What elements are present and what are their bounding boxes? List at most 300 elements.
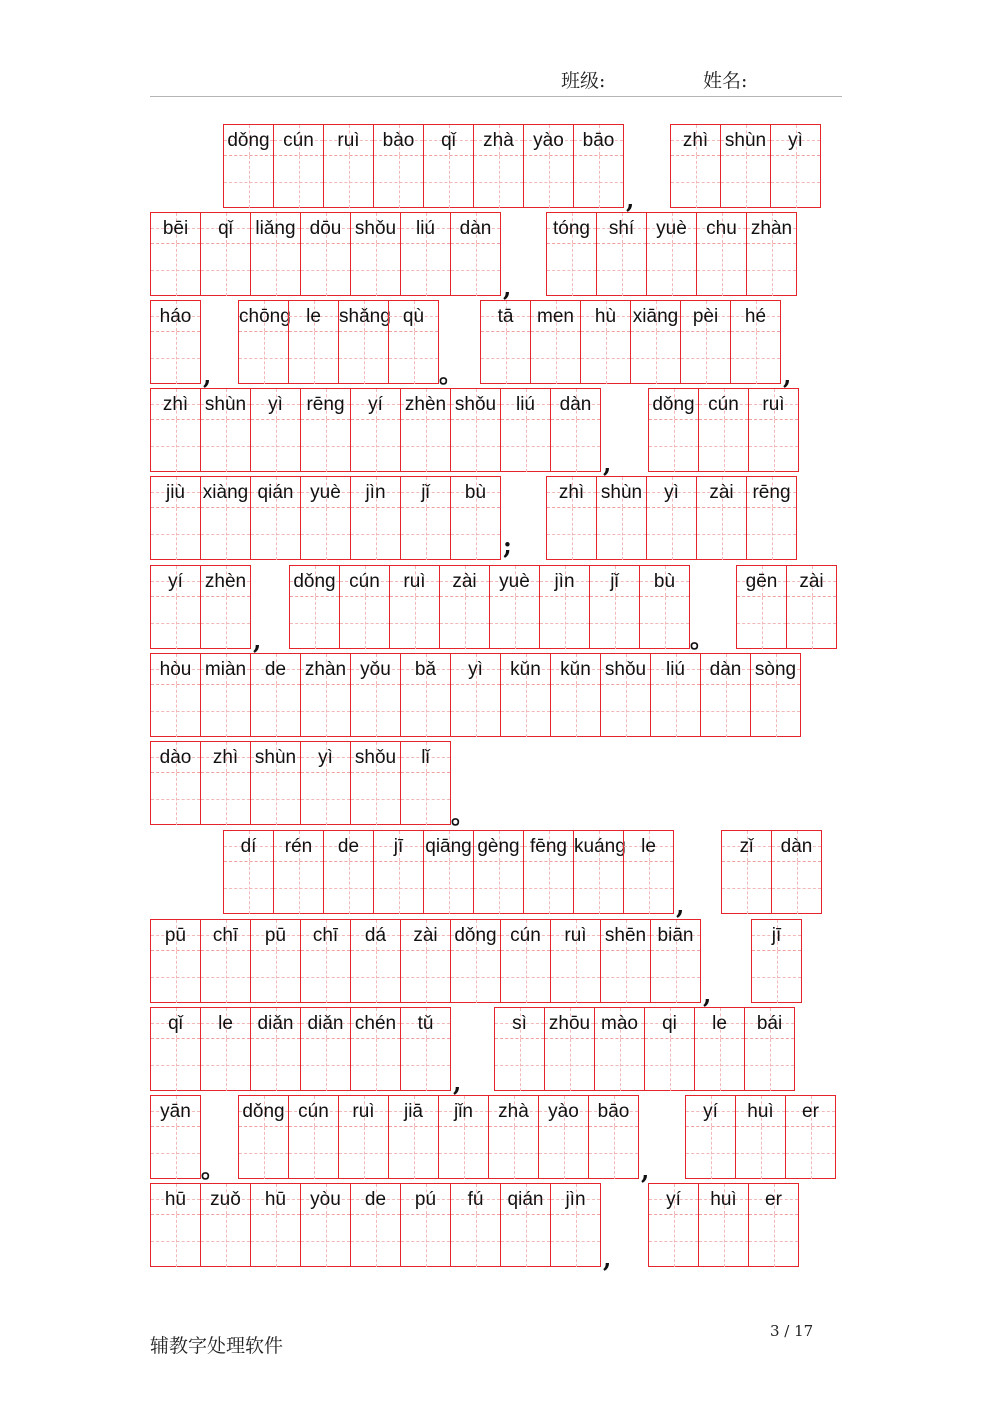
writing-box[interactable] <box>401 1215 450 1267</box>
writing-box[interactable] <box>474 862 523 914</box>
character-cell[interactable] <box>748 388 799 472</box>
character-cell[interactable] <box>573 830 624 914</box>
character-cell[interactable] <box>150 565 201 649</box>
writing-box[interactable] <box>151 685 200 737</box>
writing-box[interactable] <box>647 508 696 560</box>
writing-box[interactable] <box>401 951 450 1003</box>
writing-box[interactable] <box>786 1127 835 1179</box>
character-cell[interactable] <box>223 830 274 914</box>
writing-box[interactable] <box>390 597 439 649</box>
character-cell[interactable] <box>250 653 301 737</box>
writing-box[interactable] <box>339 332 388 384</box>
writing-box[interactable] <box>540 597 589 649</box>
writing-box[interactable] <box>551 951 600 1003</box>
writing-box[interactable] <box>649 420 698 472</box>
character-cell[interactable] <box>650 919 701 1003</box>
writing-box[interactable] <box>590 597 639 649</box>
character-cell[interactable] <box>450 1183 501 1267</box>
character-cell[interactable] <box>250 1183 301 1267</box>
writing-box[interactable] <box>589 1127 638 1179</box>
word-group <box>648 1183 799 1267</box>
character-cell[interactable] <box>423 830 474 914</box>
character-cell[interactable] <box>438 1095 489 1179</box>
writing-box[interactable] <box>747 508 796 560</box>
writing-box[interactable] <box>201 1215 250 1267</box>
character-cell[interactable] <box>300 653 351 737</box>
writing-box[interactable] <box>440 597 489 649</box>
character-cell[interactable] <box>150 300 201 384</box>
writing-box[interactable] <box>274 862 323 914</box>
writing-box[interactable] <box>339 1127 388 1179</box>
character-cell[interactable] <box>150 741 201 825</box>
character-cell[interactable] <box>650 653 701 737</box>
writing-box[interactable] <box>301 685 350 737</box>
writing-box[interactable] <box>451 1215 500 1267</box>
character-cell[interactable] <box>300 741 351 825</box>
writing-box[interactable] <box>201 597 250 649</box>
character-cell[interactable] <box>250 212 301 296</box>
writing-box[interactable] <box>351 951 400 1003</box>
writing-box[interactable] <box>651 951 700 1003</box>
character-cell[interactable] <box>539 565 590 649</box>
writing-box[interactable] <box>301 244 350 296</box>
character-cell[interactable] <box>696 476 747 560</box>
writing-box[interactable] <box>201 773 250 825</box>
writing-box[interactable] <box>772 862 821 914</box>
character-cell[interactable] <box>748 1183 799 1267</box>
character-cell[interactable] <box>580 300 631 384</box>
character-cell[interactable] <box>550 1183 601 1267</box>
character-cell[interactable] <box>339 565 390 649</box>
writing-box[interactable] <box>597 508 646 560</box>
character-cell[interactable] <box>523 124 574 208</box>
writing-box[interactable] <box>324 862 373 914</box>
pinyin-text: shǎng <box>339 306 391 327</box>
character-cell[interactable] <box>273 830 324 914</box>
character-cell[interactable] <box>300 388 351 472</box>
writing-box[interactable] <box>501 420 550 472</box>
writing-box[interactable] <box>697 244 746 296</box>
character-cell[interactable] <box>338 300 389 384</box>
character-cell[interactable] <box>746 212 797 296</box>
character-cell[interactable] <box>623 830 674 914</box>
character-cell[interactable] <box>473 124 524 208</box>
character-cell[interactable] <box>150 919 201 1003</box>
writing-box[interactable] <box>451 951 500 1003</box>
character-cell[interactable] <box>300 212 351 296</box>
writing-box[interactable] <box>722 862 771 914</box>
character-cell[interactable] <box>200 1007 251 1091</box>
writing-box[interactable] <box>201 951 250 1003</box>
character-cell[interactable] <box>488 1095 539 1179</box>
character-cell[interactable] <box>200 741 251 825</box>
writing-box[interactable] <box>501 951 550 1003</box>
writing-box[interactable] <box>239 332 288 384</box>
writing-box[interactable] <box>251 685 300 737</box>
character-cell[interactable] <box>544 1007 595 1091</box>
writing-box[interactable] <box>301 773 350 825</box>
writing-box[interactable] <box>151 773 200 825</box>
character-cell[interactable] <box>698 388 749 472</box>
character-cell[interactable] <box>500 388 551 472</box>
writing-box[interactable] <box>539 1127 588 1179</box>
character-cell[interactable] <box>494 1007 545 1091</box>
writing-box[interactable] <box>151 1039 200 1091</box>
writing-box[interactable] <box>301 951 350 1003</box>
writing-box[interactable] <box>401 508 450 560</box>
character-cell[interactable] <box>746 476 797 560</box>
character-cell[interactable] <box>450 919 501 1003</box>
character-cell[interactable] <box>200 388 251 472</box>
character-cell[interactable] <box>721 830 772 914</box>
writing-box[interactable] <box>251 420 300 472</box>
writing-box[interactable] <box>401 1039 450 1091</box>
writing-box[interactable] <box>481 332 530 384</box>
writing-box[interactable] <box>224 862 273 914</box>
writing-box[interactable] <box>749 1215 798 1267</box>
writing-box[interactable] <box>301 508 350 560</box>
writing-box[interactable] <box>547 244 596 296</box>
character-cell[interactable] <box>400 388 451 472</box>
writing-box[interactable] <box>640 597 689 649</box>
writing-box[interactable] <box>451 685 500 737</box>
character-cell[interactable] <box>546 212 597 296</box>
character-cell[interactable] <box>550 919 601 1003</box>
character-cell[interactable] <box>639 565 690 649</box>
character-cell[interactable] <box>300 476 351 560</box>
character-cell[interactable] <box>300 919 351 1003</box>
character-cell[interactable] <box>646 212 697 296</box>
writing-box[interactable] <box>574 156 623 208</box>
character-cell[interactable] <box>400 653 451 737</box>
character-cell[interactable] <box>588 1095 639 1179</box>
writing-box[interactable] <box>645 1039 694 1091</box>
writing-box[interactable] <box>451 508 500 560</box>
writing-box[interactable] <box>351 1215 400 1267</box>
character-cell[interactable] <box>238 1095 289 1179</box>
character-cell[interactable] <box>200 476 251 560</box>
writing-box[interactable] <box>401 244 450 296</box>
character-cell[interactable] <box>450 653 501 737</box>
character-cell[interactable] <box>771 830 822 914</box>
character-cell[interactable] <box>538 1095 589 1179</box>
character-cell[interactable] <box>200 653 251 737</box>
character-cell[interactable] <box>594 1007 645 1091</box>
character-cell[interactable] <box>338 1095 389 1179</box>
writing-box[interactable] <box>595 1039 644 1091</box>
writing-box[interactable] <box>151 244 200 296</box>
writing-box[interactable] <box>401 773 450 825</box>
character-cell[interactable] <box>698 1183 749 1267</box>
character-cell[interactable] <box>473 830 524 914</box>
writing-box[interactable] <box>649 1215 698 1267</box>
character-cell[interactable] <box>500 919 551 1003</box>
character-cell[interactable] <box>596 476 647 560</box>
character-cell[interactable] <box>500 1183 551 1267</box>
character-cell[interactable] <box>200 1183 251 1267</box>
writing-box[interactable] <box>290 597 339 649</box>
character-cell[interactable] <box>400 1183 451 1267</box>
writing-box[interactable] <box>474 156 523 208</box>
character-cell[interactable] <box>300 1183 351 1267</box>
character-cell[interactable] <box>648 388 699 472</box>
writing-box[interactable] <box>251 951 300 1003</box>
writing-box[interactable] <box>451 244 500 296</box>
writing-box[interactable] <box>151 1127 200 1179</box>
character-cell[interactable] <box>670 124 721 208</box>
writing-box[interactable] <box>301 1039 350 1091</box>
writing-box[interactable] <box>601 951 650 1003</box>
character-cell[interactable] <box>323 830 374 914</box>
character-cell[interactable] <box>786 565 837 649</box>
character-cell[interactable] <box>423 124 474 208</box>
character-cell[interactable] <box>223 124 274 208</box>
character-cell[interactable] <box>685 1095 736 1179</box>
writing-box[interactable] <box>736 1127 785 1179</box>
writing-box[interactable] <box>251 508 300 560</box>
writing-box[interactable] <box>787 597 836 649</box>
writing-box[interactable] <box>289 1127 338 1179</box>
character-cell[interactable] <box>388 300 439 384</box>
writing-box[interactable] <box>151 1215 200 1267</box>
writing-box[interactable] <box>745 1039 794 1091</box>
writing-box[interactable] <box>651 685 700 737</box>
writing-box[interactable] <box>251 244 300 296</box>
writing-box[interactable] <box>490 597 539 649</box>
writing-box[interactable] <box>201 1039 250 1091</box>
writing-box[interactable] <box>501 1215 550 1267</box>
character-cell[interactable] <box>644 1007 695 1091</box>
writing-box[interactable] <box>424 156 473 208</box>
writing-box[interactable] <box>274 156 323 208</box>
writing-box[interactable] <box>647 244 696 296</box>
character-cell[interactable] <box>735 1095 786 1179</box>
writing-box[interactable] <box>531 332 580 384</box>
character-cell[interactable] <box>350 1183 401 1267</box>
character-cell[interactable] <box>450 476 501 560</box>
writing-box[interactable] <box>697 508 746 560</box>
writing-box[interactable] <box>351 508 400 560</box>
character-cell[interactable] <box>273 124 324 208</box>
writing-box[interactable] <box>489 1127 538 1179</box>
writing-box[interactable] <box>686 1127 735 1179</box>
character-cell[interactable] <box>350 653 401 737</box>
character-cell[interactable] <box>150 1183 201 1267</box>
character-cell[interactable] <box>350 741 401 825</box>
character-cell[interactable] <box>630 300 681 384</box>
character-cell[interactable] <box>250 388 301 472</box>
character-cell[interactable] <box>400 212 451 296</box>
character-cell[interactable] <box>751 919 802 1003</box>
writing-box[interactable] <box>551 1215 600 1267</box>
writing-box[interactable] <box>631 332 680 384</box>
character-cell[interactable] <box>596 212 647 296</box>
writing-box[interactable] <box>201 244 250 296</box>
writing-box[interactable] <box>401 420 450 472</box>
character-cell[interactable] <box>373 830 424 914</box>
character-cell[interactable] <box>350 1007 401 1091</box>
character-cell[interactable] <box>400 741 451 825</box>
writing-box[interactable] <box>351 420 400 472</box>
character-cell[interactable] <box>573 124 624 208</box>
writing-box[interactable] <box>351 685 400 737</box>
writing-box[interactable] <box>351 1039 400 1091</box>
character-cell[interactable] <box>736 565 787 649</box>
character-cell[interactable] <box>480 300 531 384</box>
character-cell[interactable] <box>150 1095 201 1179</box>
writing-box[interactable] <box>351 244 400 296</box>
character-cell[interactable] <box>150 212 201 296</box>
character-cell[interactable] <box>250 919 301 1003</box>
character-cell[interactable] <box>450 388 501 472</box>
character-cell[interactable] <box>150 476 201 560</box>
writing-box[interactable] <box>301 420 350 472</box>
character-cell[interactable] <box>400 919 451 1003</box>
character-cell[interactable] <box>250 1007 301 1091</box>
character-cell[interactable] <box>389 565 440 649</box>
writing-box[interactable] <box>239 1127 288 1179</box>
writing-box[interactable] <box>752 951 801 1003</box>
writing-box[interactable] <box>424 862 473 914</box>
character-cell[interactable] <box>744 1007 795 1091</box>
writing-box[interactable] <box>374 862 423 914</box>
writing-box[interactable] <box>551 420 600 472</box>
pinyin-text: qi <box>662 1013 677 1034</box>
writing-box[interactable] <box>201 685 250 737</box>
character-cell[interactable] <box>730 300 781 384</box>
writing-box[interactable] <box>737 597 786 649</box>
character-cell[interactable] <box>350 212 401 296</box>
writing-box[interactable] <box>547 508 596 560</box>
writing-box[interactable] <box>224 156 273 208</box>
writing-box[interactable] <box>151 420 200 472</box>
writing-box[interactable] <box>251 773 300 825</box>
character-cell[interactable] <box>600 653 651 737</box>
character-cell[interactable] <box>720 124 771 208</box>
writing-box[interactable] <box>251 1039 300 1091</box>
writing-box[interactable] <box>340 597 389 649</box>
writing-box[interactable] <box>389 1127 438 1179</box>
character-cell[interactable] <box>200 212 251 296</box>
character-cell[interactable] <box>350 919 401 1003</box>
writing-box[interactable] <box>501 685 550 737</box>
character-cell[interactable] <box>400 1007 451 1091</box>
writing-box[interactable] <box>551 685 600 737</box>
character-cell[interactable] <box>523 830 574 914</box>
character-cell[interactable] <box>200 565 251 649</box>
writing-box[interactable] <box>601 685 650 737</box>
writing-box[interactable] <box>301 1215 350 1267</box>
character-cell[interactable] <box>600 919 651 1003</box>
character-cell[interactable] <box>150 388 201 472</box>
writing-box[interactable] <box>751 685 800 737</box>
character-cell[interactable] <box>288 300 339 384</box>
writing-box[interactable] <box>701 685 750 737</box>
writing-box[interactable] <box>524 862 573 914</box>
writing-box[interactable] <box>201 420 250 472</box>
writing-box[interactable] <box>324 156 373 208</box>
character-cell[interactable] <box>700 653 751 737</box>
character-cell[interactable] <box>350 476 401 560</box>
character-cell[interactable] <box>696 212 747 296</box>
character-cell[interactable] <box>150 653 201 737</box>
character-cell[interactable] <box>546 476 597 560</box>
writing-box[interactable] <box>451 420 500 472</box>
writing-box[interactable] <box>545 1039 594 1091</box>
writing-box[interactable] <box>524 156 573 208</box>
writing-box[interactable] <box>699 420 748 472</box>
writing-box[interactable] <box>289 332 338 384</box>
character-cell[interactable] <box>680 300 731 384</box>
character-cell[interactable] <box>530 300 581 384</box>
writing-box[interactable] <box>731 332 780 384</box>
writing-box[interactable] <box>747 244 796 296</box>
word-group <box>238 1095 639 1179</box>
character-cell[interactable] <box>770 124 821 208</box>
writing-box[interactable] <box>439 1127 488 1179</box>
character-cell[interactable] <box>289 565 340 649</box>
character-cell[interactable] <box>550 388 601 472</box>
character-cell[interactable] <box>150 1007 201 1091</box>
character-cell[interactable] <box>238 300 289 384</box>
character-cell[interactable] <box>288 1095 339 1179</box>
character-cell[interactable] <box>388 1095 439 1179</box>
writing-box[interactable] <box>749 420 798 472</box>
writing-box[interactable] <box>771 156 820 208</box>
writing-box[interactable] <box>151 508 200 560</box>
writing-box[interactable] <box>671 156 720 208</box>
character-cell[interactable] <box>350 388 401 472</box>
character-cell[interactable] <box>489 565 540 649</box>
writing-box[interactable] <box>201 508 250 560</box>
writing-box[interactable] <box>699 1215 748 1267</box>
character-cell[interactable] <box>785 1095 836 1179</box>
character-cell[interactable] <box>646 476 697 560</box>
character-cell[interactable] <box>250 741 301 825</box>
character-cell[interactable] <box>450 212 501 296</box>
character-cell[interactable] <box>694 1007 745 1091</box>
writing-box[interactable] <box>574 862 623 914</box>
writing-box[interactable] <box>389 332 438 384</box>
character-cell[interactable] <box>300 1007 351 1091</box>
writing-box[interactable] <box>401 685 450 737</box>
character-cell[interactable] <box>589 565 640 649</box>
writing-box[interactable] <box>251 1215 300 1267</box>
writing-box[interactable] <box>581 332 630 384</box>
character-cell[interactable] <box>648 1183 699 1267</box>
writing-box[interactable] <box>597 244 646 296</box>
writing-box[interactable] <box>695 1039 744 1091</box>
character-cell[interactable] <box>750 653 801 737</box>
character-cell[interactable] <box>200 919 251 1003</box>
writing-box[interactable] <box>495 1039 544 1091</box>
writing-box[interactable] <box>374 156 423 208</box>
writing-box[interactable] <box>151 332 200 384</box>
writing-box[interactable] <box>351 773 400 825</box>
character-cell[interactable] <box>250 476 301 560</box>
character-cell[interactable] <box>550 653 601 737</box>
writing-box[interactable] <box>151 951 200 1003</box>
writing-box[interactable] <box>721 156 770 208</box>
character-cell[interactable] <box>439 565 490 649</box>
writing-box[interactable] <box>151 597 200 649</box>
character-cell[interactable] <box>500 653 551 737</box>
character-cell[interactable] <box>373 124 424 208</box>
character-cell[interactable] <box>323 124 374 208</box>
writing-box[interactable] <box>681 332 730 384</box>
character-cell[interactable] <box>400 476 451 560</box>
writing-box[interactable] <box>624 862 673 914</box>
